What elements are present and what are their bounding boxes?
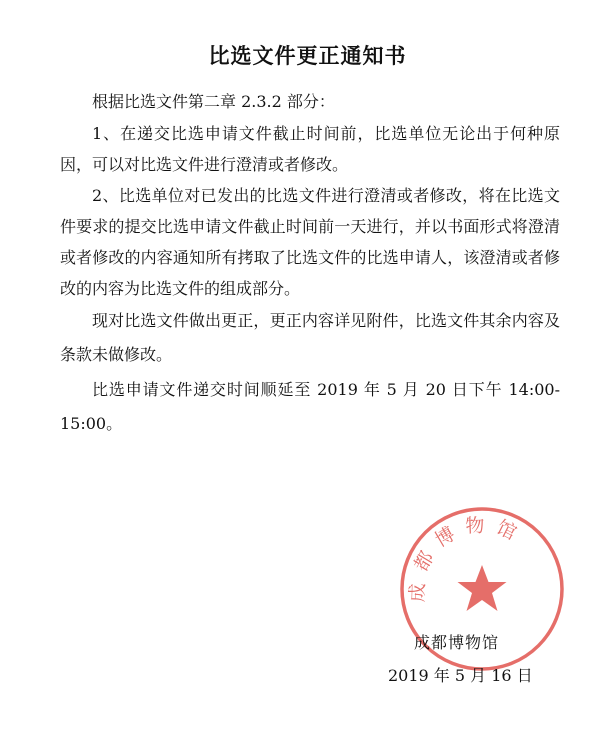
clause-2-paragraph: 2、比选单位对已发出的比选文件进行澄清或者修改，将在比选文件要求的提交比选申请文件截止时间前一天进行，并以书面形式将澄清或者修改的内容通知所有拷取了比选文件的比选申请人，该澄清或者修改的内容为比选文件的组成部分。 [60,186,560,298]
deadline-paragraph: 比选申请文件递交时间顺延至 2019 年 5 月 20 日下午 14:00-15:00。 [60,380,560,433]
intro-paragraph: 根据比选文件第二章 2.3.2 部分： [92,92,335,111]
star-icon [458,565,507,611]
seal-text-path: 成都博物馆 [406,514,529,603]
document-title: 比选文件更正通知书 [208,44,407,68]
clause-1-paragraph: 1、在递交比选申请文件截止时间前，比选单位无论出于何种原因，可以对比选文件进行澄清或者修改。 [60,124,560,174]
signature-organization: 成都博物馆 [414,633,500,652]
correction-notice-paragraph: 现对比选文件做出更正，更正内容详见附件，比选文件其余内容及条款未做修改。 [60,311,560,364]
signature-date: 2019 年 5 月 16 日 [388,666,533,685]
